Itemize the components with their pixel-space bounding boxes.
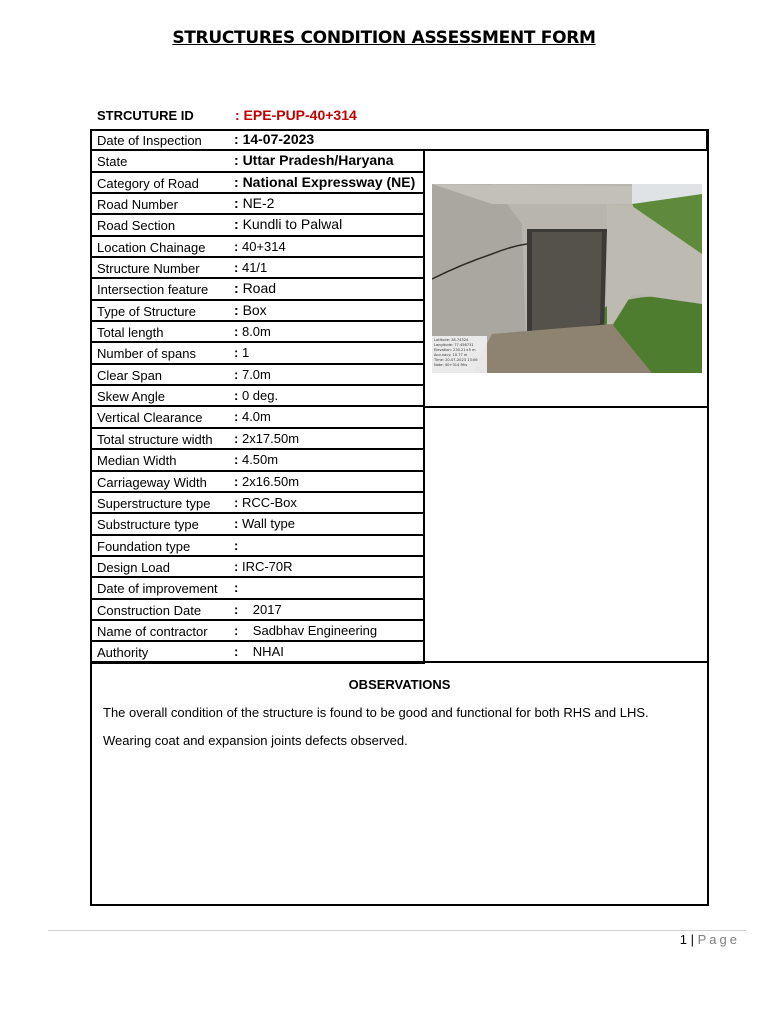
row-value-text: 41/1 <box>241 260 268 276</box>
page-separator: | <box>690 932 694 947</box>
row-value-text: 2x16.50m <box>241 473 300 489</box>
row-colon: : <box>234 301 239 318</box>
row-value <box>234 280 276 296</box>
form-row <box>91 429 425 450</box>
row-value-text: 4.0m <box>241 409 271 425</box>
row-value <box>234 623 377 638</box>
row-label: Number of spans <box>97 346 196 362</box>
observations-divider <box>91 661 708 663</box>
photo-overlay-line: Elevation: 230.21±5 m <box>434 348 476 352</box>
row-colon: : <box>234 452 239 468</box>
row-value <box>234 302 267 318</box>
form-row <box>91 258 425 279</box>
row-label: Clear Span <box>97 367 163 383</box>
row-label: Superstructure type <box>97 495 211 511</box>
form-row <box>91 450 425 471</box>
form-row <box>91 279 425 300</box>
photo-overlay-line: Longitude: 77.456731 <box>434 343 474 347</box>
row-value-text: Road <box>242 280 277 297</box>
row-value <box>234 559 293 574</box>
row-value <box>234 367 271 382</box>
row-value-text: Box <box>242 301 267 318</box>
row-value <box>234 195 274 211</box>
row-value-text: IRC-70R <box>241 558 293 574</box>
row-colon: : <box>234 516 239 532</box>
observations-heading: OBSERVATIONS <box>348 677 451 692</box>
row-label: Road Number <box>97 197 178 213</box>
row-value <box>234 452 278 467</box>
row-colon: : <box>234 131 239 147</box>
row-colon: : <box>234 216 239 233</box>
row-label: Skew Angle <box>97 389 165 405</box>
row-value-text: 0 deg. <box>241 388 279 404</box>
row-label: Total length <box>97 325 164 341</box>
form-row <box>91 237 425 258</box>
row-value-text: 4.50m <box>241 452 279 468</box>
row-label: Road Section <box>97 218 176 234</box>
structure-id-label: STRCUTURE ID <box>97 108 194 123</box>
row-value <box>234 345 249 360</box>
photo-overlay-line: Accuracy: 10.77 m <box>434 353 468 357</box>
row-colon: : <box>234 601 239 617</box>
form-row <box>91 514 425 535</box>
row-colon: : <box>234 558 239 574</box>
form-row <box>91 322 425 343</box>
form-title: STRUCTURES CONDITION ASSESSMENT FORM <box>172 28 596 48</box>
photo-overlay-line: Note: 40+314 Rhs <box>434 363 468 367</box>
row-value <box>234 152 394 168</box>
form-row <box>91 472 425 493</box>
form-row <box>91 600 425 621</box>
row-label: Location Chainage <box>97 239 206 255</box>
row-colon: : <box>234 537 239 553</box>
row-value-text: Sadbhav Engineering <box>252 622 378 638</box>
row-label: Construction Date <box>97 602 202 618</box>
row-value-text: NHAI <box>252 644 284 660</box>
row-label: Structure Number <box>97 261 200 277</box>
row-value <box>234 260 267 275</box>
row-colon: : <box>234 409 239 425</box>
row-label: Date of Inspection <box>97 133 202 148</box>
row-label: Name of contractor <box>97 623 208 639</box>
row-value <box>234 239 286 254</box>
row-value <box>234 324 271 339</box>
row-colon: : <box>234 152 239 169</box>
form-row <box>91 130 708 151</box>
row-label: Median Width <box>97 453 177 469</box>
row-value-text: National Expressway (NE) <box>242 173 416 190</box>
footer-rule <box>48 930 746 931</box>
row-label: Date of improvement <box>97 581 218 597</box>
row-value <box>234 131 314 147</box>
form-row <box>91 621 425 642</box>
row-colon: : <box>234 173 239 190</box>
structure-photo <box>432 184 702 373</box>
row-label: Total structure width <box>97 431 213 447</box>
row-value <box>234 538 242 553</box>
row-label: Type of Structure <box>97 303 196 319</box>
observation-paragraph: Wearing coat and expansion joints defects observed. <box>103 733 408 748</box>
form-rows <box>91 130 425 664</box>
row-value-text: 7.0m <box>241 366 271 382</box>
row-value-text: Uttar Pradesh/Haryana <box>242 152 394 169</box>
row-value <box>234 602 282 617</box>
row-colon: : <box>234 644 239 660</box>
row-value-text: Kundli to Palwal <box>242 216 343 233</box>
row-colon: : <box>234 388 239 404</box>
form-row <box>91 536 425 557</box>
page-word: Page <box>697 932 740 947</box>
form-row <box>91 173 425 194</box>
photo-overlay-line: Time: 20-07-2023 13:06 <box>434 358 478 362</box>
form-row <box>91 151 425 172</box>
row-value <box>234 495 297 510</box>
form-row <box>91 343 425 364</box>
row-value <box>234 388 278 403</box>
photo-cell-divider <box>425 406 709 408</box>
page-number: 1 <box>679 932 687 947</box>
row-label: State <box>97 154 128 170</box>
form-row <box>91 194 425 215</box>
row-colon: : <box>234 494 239 510</box>
form-row <box>91 301 425 322</box>
photo-overlay-line: Latitude: 28.74324 <box>434 338 469 342</box>
observation-paragraph: The overall condition of the structure is found to be good and functional for both RHS and LHS. <box>103 705 649 720</box>
row-value-text: 8.0m <box>241 324 271 340</box>
row-colon: : <box>234 345 239 361</box>
form-row <box>91 407 425 428</box>
row-colon: : <box>234 324 239 340</box>
row-value-text: RCC-Box <box>241 494 297 510</box>
row-value-text: 1 <box>241 345 250 361</box>
row-value <box>234 474 299 489</box>
row-value <box>234 174 415 190</box>
row-value <box>234 644 284 659</box>
form-row <box>91 557 425 578</box>
form-row <box>91 365 425 386</box>
row-label: Category of Road <box>97 175 199 191</box>
form-row <box>91 386 425 407</box>
row-value-text: 40+314 <box>241 238 286 254</box>
row-label: Intersection feature <box>97 282 209 298</box>
row-label: Foundation type <box>97 538 191 554</box>
row-label: Vertical Clearance <box>97 410 203 426</box>
row-label: Carriageway Width <box>97 474 207 490</box>
row-colon: : <box>234 195 239 212</box>
row-colon: : <box>234 622 239 638</box>
row-value-text: 2017 <box>252 601 282 617</box>
row-value <box>234 580 242 595</box>
form-row <box>91 578 425 599</box>
row-colon: : <box>234 473 239 489</box>
row-value <box>234 216 342 232</box>
row-value <box>234 431 299 446</box>
form-row <box>91 215 425 236</box>
row-value <box>234 409 271 424</box>
row-colon: : <box>234 430 239 446</box>
row-colon: : <box>234 366 239 382</box>
page-footer <box>680 932 740 947</box>
structure-id-value: : EPE-PUP-40+314 <box>235 107 357 123</box>
row-label: Design Load <box>97 559 170 575</box>
row-colon: : <box>234 280 239 297</box>
row-label: Substructure type <box>97 517 199 533</box>
row-value-text: NE-2 <box>242 195 275 212</box>
row-colon: : <box>234 238 239 254</box>
form-row <box>91 493 425 514</box>
row-value-text: Wall type <box>241 516 295 532</box>
row-value <box>234 516 295 531</box>
row-value-text: 14-07-2023 <box>242 131 315 147</box>
culvert-photo-icon <box>432 184 702 373</box>
row-colon: : <box>234 260 239 276</box>
row-colon: : <box>234 580 239 596</box>
row-value-text: 2x17.50m <box>241 430 300 446</box>
row-label: Authority <box>97 645 149 661</box>
